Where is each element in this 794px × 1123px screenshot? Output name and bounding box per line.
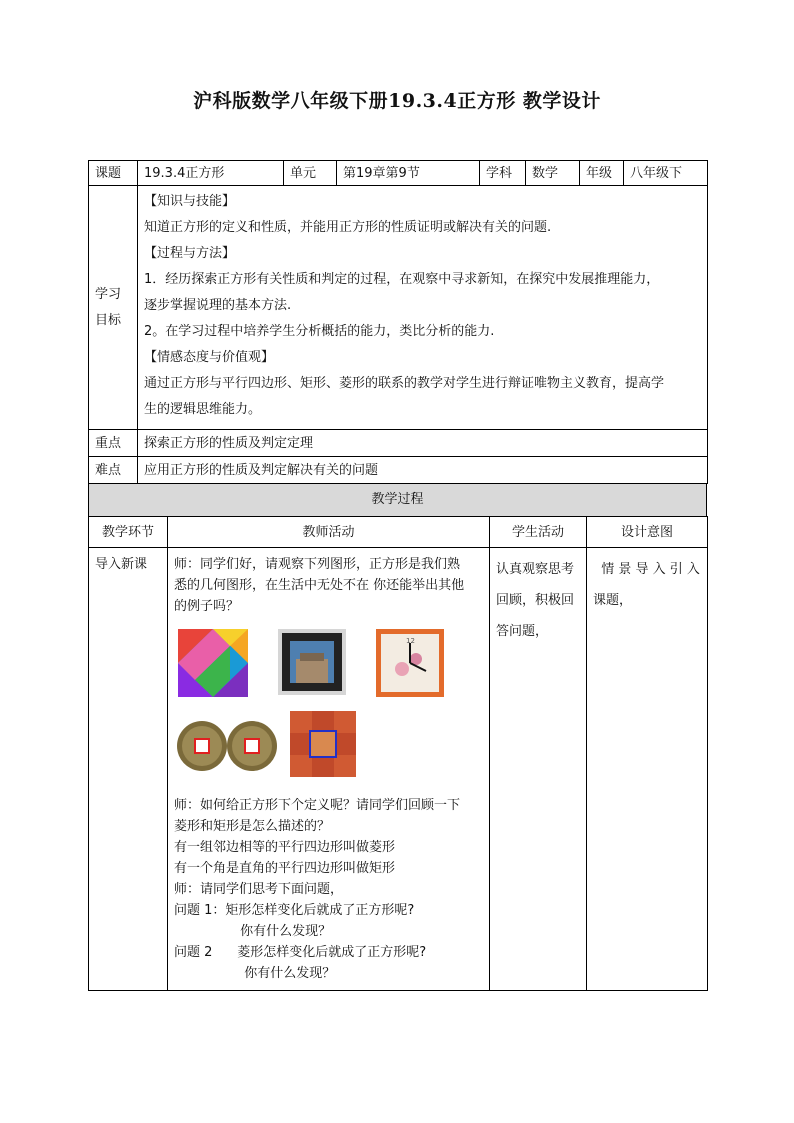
objective-line: 知道正方形的定义和性质，并能用正方形的性质证明或解决有关的问题.	[144, 220, 552, 235]
teacher-line: 问题 2 菱形怎样变化后就成了正方形呢?	[174, 945, 427, 960]
difficulty-value: 应用正方形的性质及判定解决有关的问题	[138, 457, 708, 484]
info-table	[88, 160, 708, 484]
header-stage: 教学环节	[89, 517, 168, 548]
key-label: 重点	[89, 430, 138, 457]
objectives-label-text: 学习目标	[95, 286, 122, 328]
subject-label: 学科	[480, 161, 526, 186]
clock-image	[376, 629, 444, 697]
topic-label: 课题	[89, 161, 138, 186]
objectives-row	[89, 186, 708, 430]
objectives-cell	[138, 186, 708, 430]
objective-line: 生的逻辑思维能力。	[144, 402, 262, 417]
grade-label: 年级	[580, 161, 624, 186]
student-line: 认真观察思考	[496, 562, 575, 577]
teacher-line: 的例子吗？	[174, 599, 240, 614]
coin-image	[176, 719, 228, 773]
objective-line: 逐步掌握说理的基本方法.	[144, 298, 292, 313]
key-row	[89, 430, 708, 457]
header-teacher: 教师活动	[168, 517, 490, 548]
teacher-line: 有一组邻边相等的平行四边形叫做菱形	[174, 840, 396, 855]
page-title: 沪科版数学八年级下册19.3.4正方形 教学设计	[193, 90, 601, 112]
teacher-cell	[168, 548, 490, 991]
key-value: 探索正方形的性质及判定定理	[138, 430, 708, 457]
teacher-line: 师：如何给正方形下个定义呢？请同学们回顾一下	[174, 798, 461, 813]
teacher-line: 菱形和矩形是怎么描述的？	[174, 819, 331, 834]
teacher-line: 你有什么发现？	[174, 966, 336, 981]
process-header-row	[89, 517, 708, 548]
info-row	[89, 161, 708, 186]
teacher-line: 悉的几何图形，在生活中无处不在 你还能举出其他	[174, 578, 465, 593]
tangram-image	[178, 629, 248, 697]
stage-cell: 导入新课	[89, 548, 168, 991]
wood-tile-image	[290, 711, 356, 777]
intent-line: 情 景 导 入 引 入	[593, 562, 700, 577]
subject-value: 数学	[526, 161, 580, 186]
teacher-line: 有一个角是直角的平行四边形叫做矩形	[174, 861, 396, 876]
topic-value: 19.3.4正方形	[138, 161, 284, 186]
teacher-line: 师：同学们好，请观察下列图形，正方形是我们熟	[174, 557, 461, 572]
student-cell	[490, 548, 587, 991]
teacher-line: 师：请同学们思考下面问题，	[174, 882, 344, 897]
student-line: 答问题，	[496, 624, 549, 639]
objective-line: 通过正方形与平行四边形、矩形、菱形的联系的教学对学生进行辩证唯物主义教育，提高学	[144, 376, 665, 391]
example-pictures	[174, 625, 483, 789]
header-student: 学生活动	[490, 517, 587, 548]
unit-label: 单元	[284, 161, 337, 186]
coin-image	[226, 719, 278, 773]
process-table	[88, 516, 708, 991]
objective-line: 1．经历探索正方形有关性质和判定的过程，在观察中寻求新知，在探究中发展推理能力，	[144, 272, 660, 287]
grade-value: 八年级下	[624, 161, 708, 186]
process-band: 教学过程	[88, 483, 707, 517]
unit-value: 第19章第9节	[337, 161, 480, 186]
objective-line: 【情感态度与价值观】	[144, 350, 275, 365]
header-intent: 设计意图	[587, 517, 708, 548]
objective-line: 2。在学习过程中培养学生分析概括的能力，类比分析的能力.	[144, 324, 495, 339]
objectives-label	[89, 186, 138, 430]
objective-line: 【知识与技能】	[144, 194, 236, 209]
teacher-line: 你有什么发现？	[174, 924, 332, 939]
difficulty-label: 难点	[89, 457, 138, 484]
process-row	[89, 548, 708, 991]
svg-text:12: 12	[406, 637, 415, 645]
difficulty-row	[89, 457, 708, 484]
picture-frame-image	[278, 629, 346, 695]
objective-line: 【过程与方法】	[144, 246, 236, 261]
intent-cell	[587, 548, 708, 991]
student-line: 回顾，积极回	[496, 593, 575, 608]
intent-line: 课题，	[593, 593, 633, 608]
teacher-line: 问题 1：矩形怎样变化后就成了正方形呢?	[174, 903, 415, 918]
